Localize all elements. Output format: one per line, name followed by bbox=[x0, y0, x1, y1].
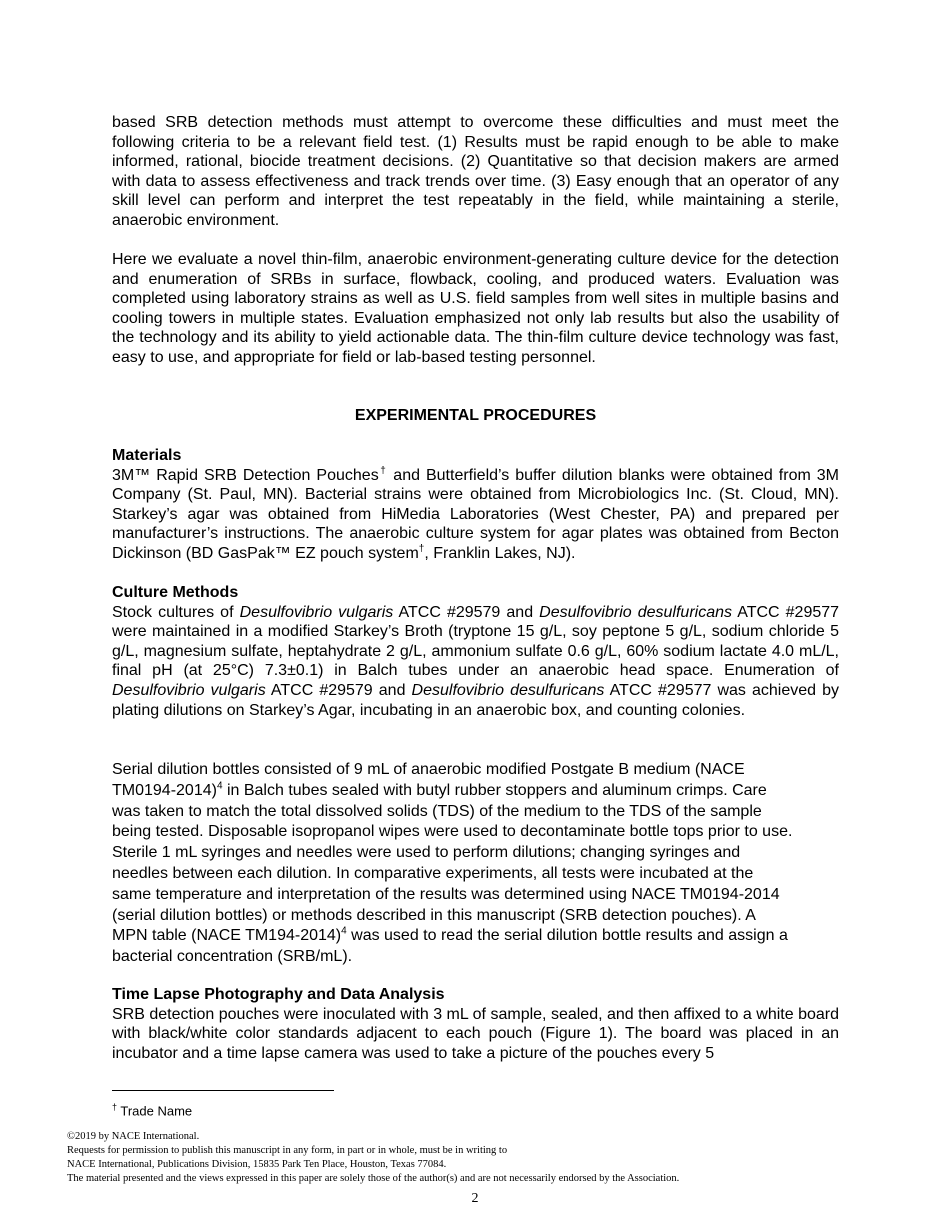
intro-paragraph-continued: based SRB detection methods must attempt to overcome these difficulties and must meet the following criteria to be a relevant field test. (1) Results must be rapid enough to be able to make informed, rational, biocide treatment decisions. (2) Quantitative so that decision makers are armed with data to assess effectiveness and track trends over time. (3) Easy enough that an operator of any skill level can perform and interpret the test repeatably in the field, while maintaining a sterile, anaerobic environment. bbox=[112, 114, 839, 229]
materials-paragraph: 3M™ Rapid SRB Detection Pouches† and Butterfield’s buffer dilution blanks were obtained from 3M Company (St. Paul, MN). Bacterial strains were obtained from Microbiologics Inc. (St. Cloud, MN). Starkey’s agar was obtained from HiMedia Laboratories (West Chester, PA) and prepared per manufacturer’s instructions. The anaerobic culture system for agar plates was obtained from Becton Dickinson (BD GasPak™ EZ pouch system†, Franklin Lakes, NJ). bbox=[112, 465, 839, 562]
intro-paragraph-evaluation: Here we evaluate a novel thin-film, anaerobic environment-generating culture device for the detection and enumeration of SRBs in surface, flowback, cooling, and produced waters. Evaluation was completed using laboratory strains as well as U.S. field samples from well sites in multiple basins and cooling towers in multiple states. Evaluation emphasized not only lab results but also the usability of the technology and its ability to yield actionable data. The thin-film culture device technology was fast, easy to use, and appropriate for field or lab-based testing personnel. bbox=[112, 251, 839, 366]
time-lapse-heading: Time Lapse Photography and Data Analysis bbox=[112, 986, 445, 1003]
copyright-notice: ©2019 by NACE International. Requests for permission to publish this manuscript in any form, in part or in whole, must be in writing to NACE International, Publications Division, 15835 Park Ten Place, Houston, Texas 77084. The material presented and the views expressed in this paper are solely those of the author(s) and are not necessarily endorsed by the Association. bbox=[67, 1131, 680, 1184]
time-lapse-paragraph: SRB detection pouches were inoculated with 3 mL of sample, sealed, and then affixed to a white board with black/white color standards adjacent to each pouch (Figure 1). The board was placed in an incubator and a time lapse camera was used to take a picture of the pouches every 5 bbox=[112, 1005, 839, 1062]
culture-methods-heading: Culture Methods bbox=[112, 584, 239, 601]
serial-dilution-paragraph: Serial dilution bottles consisted of 9 mL of anaerobic modified Postgate B medium (NACE TM0194-2014)$^4$ in Balch tubes sealed with butyl rubber stoppers and aluminum crimps. Care was taken to match the total dissolved solids (TDS) of the medium to the TDS of the sample being tested. Disposable isopropanol wipes were used to decontaminate bottle tops prior to use. Sterile 1 mL syringes and needles were used to perform dilutions; changing syringes and needles between each dilution. In comparative experiments, all tests were incubated at the same temperature and interpretation of the results was determined using NACE TM0194-2014 (serial dilution bottles) or methods described in this manuscript (SRB detection pouches). A MPN table (NACE TM194-2014)$^4$ was used to read the serial dilution bottle results and assign a bacterial concentration (SRB/mL). bbox=[112, 761, 793, 966]
materials-section bbox=[112, 446, 839, 564]
culture-methods-section bbox=[112, 583, 839, 720]
footnote-divider bbox=[112, 1090, 334, 1091]
section-heading: EXPERIMENTAL PROCEDURES bbox=[354, 407, 597, 424]
materials-heading: Materials bbox=[112, 447, 182, 464]
footnote: † Trade Name bbox=[112, 1102, 193, 1119]
culture-methods-paragraph: Stock cultures of Desulfovibrio vulgaris ATCC #29579 and Desulfovibrio desulfuricans ATCC #29577 were maintained in a modified Starkey’s Broth (tryptone 15 g/L, soy peptone 5 g/L, sodium chloride 5 g/L, magnesium sulfate, heptahydrate 2 g/L, ammonium sulfate 0.6 g/L, 60% sodium lactate 4.0 mL/L, final pH (at 25°C) 7.3±0.1) in Balch tubes under an anaerobic head space. Enumeration of Desulfovibrio vulgaris ATCC #29579 and Desulfovibrio desulfuricans ATCC #29577 was achieved by plating dilutions on Starkey’s Agar, incubating in an anaerobic box, and counting colonies. bbox=[112, 603, 840, 719]
time-lapse-section bbox=[112, 985, 839, 1063]
page-number: 2 bbox=[471, 1191, 479, 1206]
